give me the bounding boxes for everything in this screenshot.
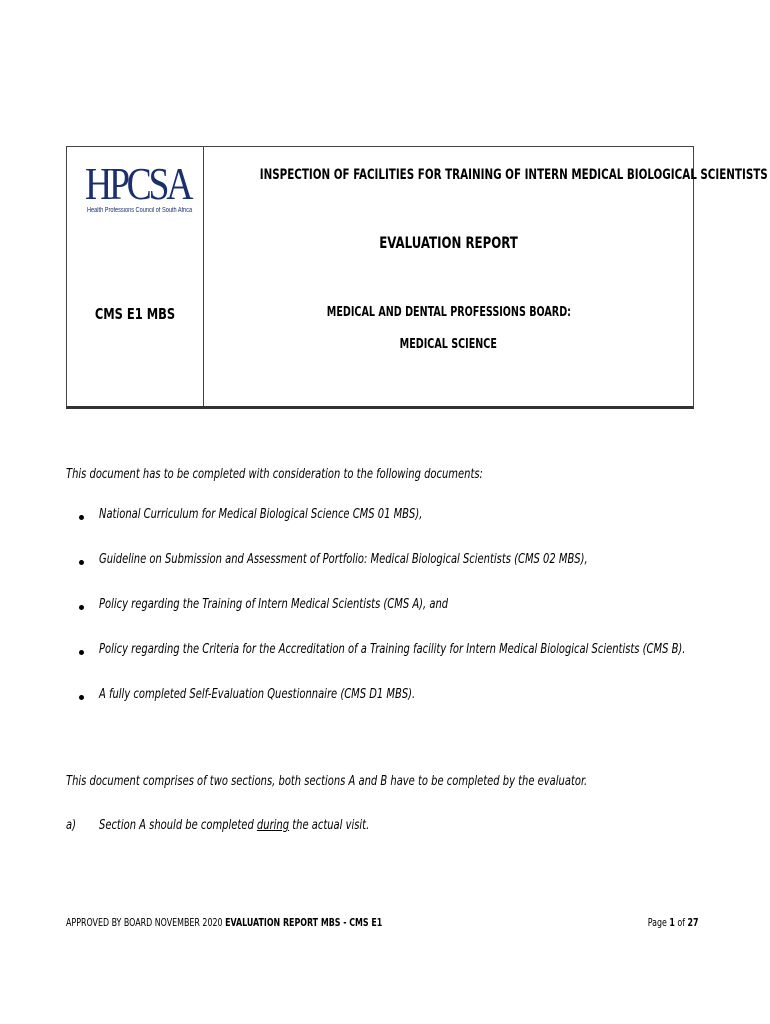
footer-approval: APPROVED BY BOARD NOVEMBER 2020 EVALUATION REPORT MBS - CMS E1 [66, 916, 383, 929]
sections-paragraph: This document comprises of two sections, both sections A and B have to be completed by the evaluator. [66, 773, 588, 789]
list-item-text: Policy regarding the Training of Intern Medical Scientists (CMS A), and [99, 596, 449, 612]
section-a-text: Section A should be completed during the actual visit. [99, 817, 370, 833]
emphasis-during: during [256, 817, 290, 833]
list-item-text: A fully completed Self-Evaluation Questionnaire (CMS D1 MBS). [99, 686, 416, 702]
bullet-icon [79, 650, 84, 655]
intro-paragraph: This document has to be completed with consideration to the following documents: [66, 466, 483, 482]
bullet-icon [79, 560, 84, 565]
header-board: MEDICAL AND DENTAL PROFESSIONS BOARD: [326, 305, 571, 320]
header-science: MEDICAL SCIENCE [399, 337, 498, 352]
list-item-text: Policy regarding the Criteria for the Accreditation of a Training facility for Intern Medical Biological Scientists (CMS B). [99, 641, 686, 657]
header-title: INSPECTION OF FACILITIES FOR TRAINING OF INTERN MEDICAL BIOLOGICAL SCIENTISTS [259, 167, 768, 183]
document-header-box [66, 146, 768, 409]
logo-subtitle: Health Professions Council of South Africa [87, 207, 193, 214]
list-item-text: National Curriculum for Medical Biological Science CMS 01 MBS), [99, 506, 423, 522]
hpcsa-logo [85, 158, 193, 219]
list-item-text: Guideline on Submission and Assessment of Portfolio: Medical Biological Scientists (CMS 02 MBS), [99, 551, 588, 567]
page-number: Page 1 of 27 [648, 916, 699, 929]
header-divider [203, 147, 204, 406]
bullet-icon [79, 605, 84, 610]
bullet-icon [79, 695, 84, 700]
logo-wordmark: HPCSA [85, 158, 191, 209]
document-code: CMS E1 MBS [94, 305, 176, 323]
header-report-title: EVALUATION REPORT [379, 233, 518, 252]
footer-doc-label: EVALUATION REPORT MBS - CMS E1 [225, 916, 383, 929]
bullet-icon [79, 515, 84, 520]
section-a-marker: a) [66, 817, 76, 833]
